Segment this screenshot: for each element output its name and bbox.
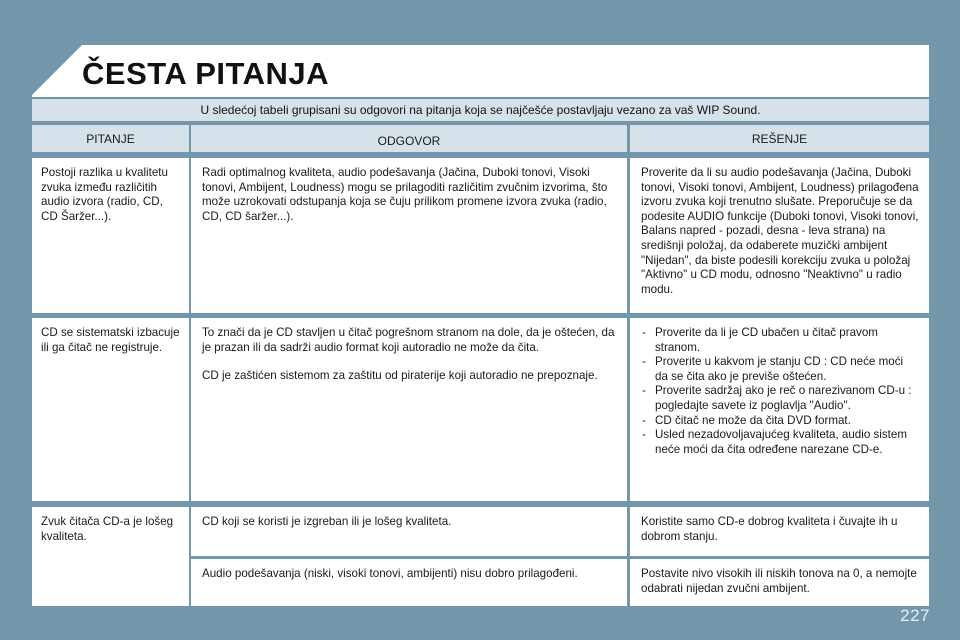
list-item: - Usled nezadovoljavajućeg kvaliteta, audio sistem neće moći da čita određene narezane CD-e. (641, 428, 919, 457)
row4-answer: Audio podešavanja (niski, visoki tonovi, ambijenti) nisu dobro prilagođeni. (191, 559, 627, 606)
list-item: - Proverite sadržaj ako je reč o narezivanom CD-u : pogledajte savete iz poglavlja "Audio". (641, 384, 919, 413)
header-question (32, 125, 189, 152)
list-item: - Proverite da li je CD ubačen u čitač pravom stranom. (641, 326, 919, 355)
row4-solution: Postavite nivo visokih ili niskih tonova na 0, a nemojte odabrati nijedan zvučni ambijent. (630, 559, 929, 606)
row3-question: Zvuk čitača CD-a je lošeg kvaliteta. (32, 507, 189, 606)
header-answer-label: ODGOVOR (377, 134, 441, 148)
row3-solution: Koristite samo CD-e dobrog kvaliteta i čuvajte ih u dobrom stanju. (630, 507, 929, 556)
header-answer (191, 125, 627, 152)
row1-solution: Proverite da li su audio podešavanja (Jačina, Duboki tonovi, Visoki tonovi, Ambijent, Loudness) prilagođena izvoru zvuka koji trenutno slušate. Preporučuje se da podesite AUDIO funkcije (Duboki tonovi, Visoki tonovi, Balans napred - pozadi, desna - leva strana) na središnji položaj, da odaberete muzički ambijent "Nijedan", da biste podesili korekciju zvuka u položaj "Aktivno" u CD modu, odnosno "Neaktivno" u radio modu. (630, 158, 929, 313)
page-title: ČESTA PITANJA (82, 56, 330, 91)
row2-solution (630, 318, 929, 501)
list-item: - CD čitač ne može da čita DVD format. (641, 414, 919, 429)
header-solution (630, 125, 929, 152)
row1-answer: Radi optimalnog kvaliteta, audio podešavanja (Jačina, Duboki tonovi, Visoki tonovi, Ambijent, Loudness) mogu se prilagoditi različitim zvučnim izvorima, što može uzrokovati odstupanja koja se čuju prilikom promene izvora zvuka (radio, CD, CD šaržer...). (191, 158, 627, 313)
header-question-label: PITANJE (86, 132, 135, 146)
row2-answer-paragraph-1: To znači da je CD stavljen u čitač pogrešnom stranom na dole, da je oštećen, da je prazan ili da sadrži audio format koji autoradio ne može da čita. (202, 326, 615, 354)
header-solution-label: REŠENJE (751, 132, 808, 146)
row2-question: CD se sistematski izbacuje ili ga čitač ne registruje. (32, 318, 189, 501)
row2-answer-paragraph-2: CD je zaštićen sistemom za zaštitu od piraterije koji autoradio ne prepoznaje. (202, 369, 598, 383)
intro-text: U sledećoj tabeli grupisani su odgovori na pitanja koja se najčešće postavljaju vezano za vaš WIP Sound. (32, 99, 929, 121)
list-item: - Proverite u kakvom je stanju CD : CD neće moći da se čita ako je previše oštećen. (641, 355, 919, 384)
row1-question: Postoji razlika u kvalitetu zvuka između različitih audio izvora (radio, CD, CD Šaržer...). (32, 158, 189, 313)
row3-answer: CD koji se koristi je izgreban ili je lošeg kvaliteta. (191, 507, 627, 556)
row2-answer (191, 318, 627, 501)
page-number: 227 (900, 606, 930, 625)
row2-solution-list (641, 326, 919, 457)
